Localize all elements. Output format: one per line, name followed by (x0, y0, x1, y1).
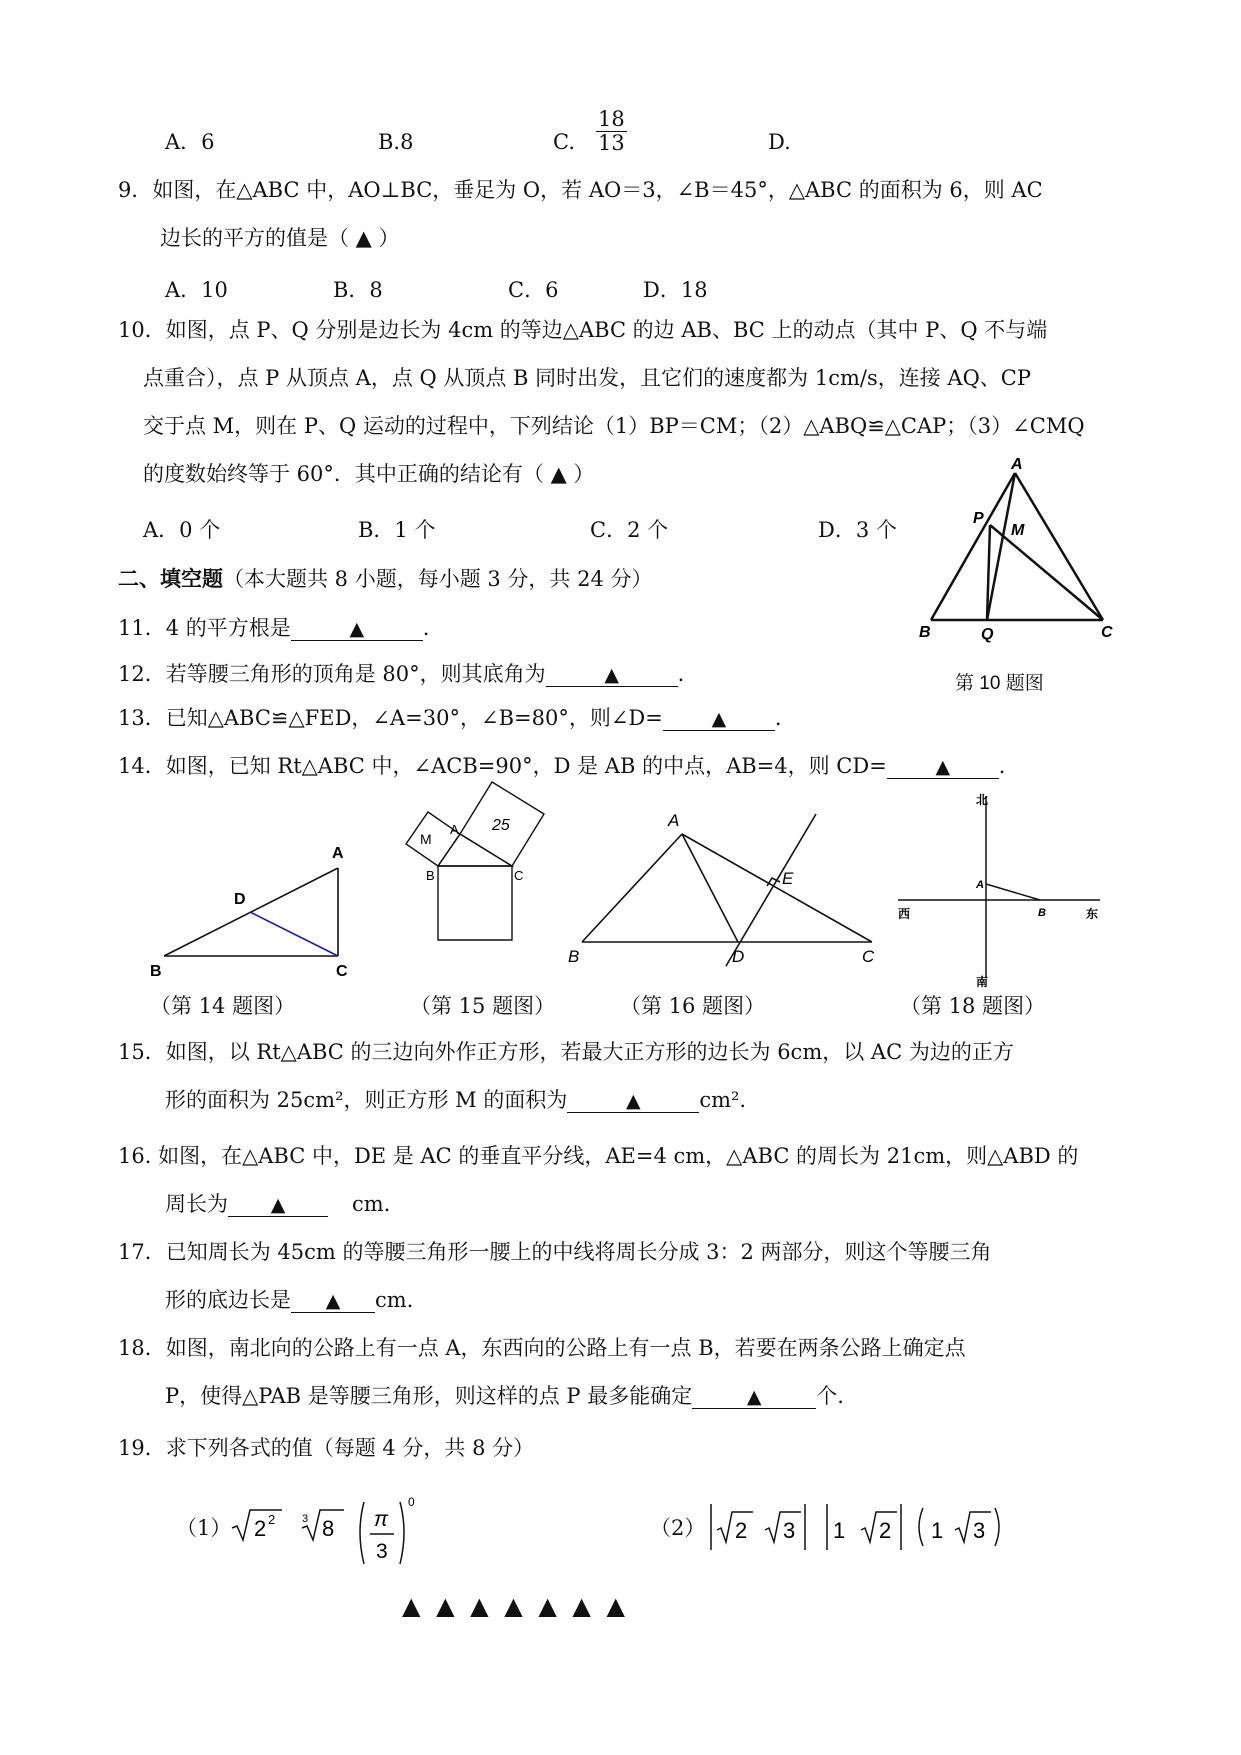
fraction-numerator: 18 (598, 107, 625, 131)
q13 (118, 706, 782, 731)
label-m: M (420, 831, 432, 847)
q14-figure-caption: （第 14 题图） (150, 994, 296, 1018)
segment-cd (250, 912, 338, 956)
q12-text: 12．若等腰三角形的顶角是 80°，则其底角为 (118, 662, 546, 686)
label-d: D (732, 947, 745, 966)
q15-line2 (165, 1088, 746, 1113)
q17-text: 形的底边长是 (165, 1288, 291, 1312)
label-c: C (1101, 624, 1113, 641)
q16-answer-blank[interactable]: ▲ (228, 1194, 328, 1217)
q19-part1-expression (226, 1492, 426, 1574)
q18-line1: 18．如图，南北向的公路上有一点 A，东西向的公路上有一点 B，若要在两条公路上确定点 (118, 1336, 966, 1360)
q8-option-a: A．6 (165, 130, 215, 154)
q18-figure (890, 788, 1120, 988)
label-q: Q (981, 626, 994, 643)
q13-suffix: . (774, 706, 782, 730)
q9-option-b: B．8 (333, 278, 383, 302)
q10-option-a: A．0 个 (143, 518, 221, 542)
radicand-3b: 3 (973, 1518, 986, 1543)
q15-answer-blank[interactable]: ▲ (567, 1090, 699, 1113)
q12-answer-blank[interactable]: ▲ (546, 664, 678, 687)
q10-figure-caption: 第 10 题图 (955, 673, 1044, 694)
q8-option-b: B.8 (378, 130, 414, 154)
q10-line4: 的度数始终等于 60°．其中正确的结论有（ ▲ ） (143, 462, 595, 486)
q18-line2 (165, 1384, 844, 1409)
q19-part1-label: （1） (176, 1516, 232, 1540)
end-marker-triangles: ▲ ▲ ▲ ▲ ▲ ▲ ▲ (402, 1592, 629, 1620)
label-c: C (336, 963, 348, 978)
zero-exponent: 0 (408, 1495, 415, 1509)
q14-suffix: . (998, 754, 1006, 778)
q14-answer-blank[interactable]: ▲ (887, 756, 999, 779)
label-m: M (1011, 522, 1025, 539)
q13-answer-blank[interactable]: ▲ (663, 708, 775, 731)
label-a: A (976, 879, 984, 891)
q15-figure (400, 778, 570, 978)
q14 (118, 754, 1005, 779)
exponent: 2 (268, 1512, 276, 1527)
perpendicular-bisector (726, 814, 816, 966)
q10-line3: 交于点 M，则在 P、Q 运动的过程中，下列结论（1）BP＝CM；（2）△ABQ≌△CAP；（3）∠CMQ (143, 414, 1085, 438)
q19-part2-label: （2） (650, 1516, 706, 1540)
q18-suffix: 个. (816, 1384, 844, 1408)
q9-line2: 边长的平方的值是（ ▲ ） (160, 226, 400, 250)
label-area: 25 (492, 817, 510, 834)
side-ab (582, 834, 682, 942)
label-east: 东 (1086, 907, 1099, 921)
q11-answer-blank[interactable]: ▲ (291, 618, 423, 641)
q19-part2-expression (705, 1498, 1005, 1558)
left-paren (360, 1502, 364, 1564)
label-c: C (862, 947, 875, 966)
q16-figure-caption: （第 16 题图） (620, 994, 766, 1018)
q15-suffix: cm². (699, 1088, 747, 1112)
segment-ab (986, 884, 1040, 900)
q8-option-c: C. (553, 130, 575, 154)
radicand-2b: 2 (879, 1518, 892, 1543)
q17-answer-blank[interactable]: ▲ (291, 1290, 375, 1313)
q18-figure-caption: （第 18 题图） (900, 994, 1046, 1018)
label-a: A (668, 811, 680, 830)
q10-line1: 10．如图，点 P、Q 分别是边长为 4cm 的等边△ABC 的边 AB、BC 上的动点（其中 P、Q 不与端 (118, 318, 1048, 342)
one-b: 1 (931, 1518, 944, 1543)
label-a: A (1011, 456, 1023, 473)
q15-figure-caption: （第 15 题图） (410, 994, 556, 1018)
label-b: B (426, 868, 435, 883)
q14-text: 14．如图，已知 Rt△ABC 中，∠ACB=90°，D 是 AB 的中点，AB=4，则 CD= (118, 754, 887, 778)
label-b: B (919, 624, 931, 641)
label-north: 北 (976, 793, 989, 807)
right-paren (995, 1508, 999, 1546)
right-paren (400, 1502, 404, 1564)
fraction-denominator: 13 (598, 131, 625, 156)
label-west: 西 (898, 907, 911, 921)
q9-option-a: A．10 (165, 278, 228, 302)
square-bc (438, 866, 512, 940)
q12-suffix: . (677, 662, 685, 686)
q11-text: 11．4 的平方根是 (118, 616, 291, 640)
q18-answer-blank[interactable]: ▲ (692, 1386, 816, 1409)
q19-title: 19．求下列各式的值（每题 4 分，共 8 分） (118, 1436, 535, 1460)
label-b: B (150, 963, 162, 978)
label-d: D (234, 891, 246, 908)
q11 (118, 616, 429, 641)
section2-heading (118, 566, 653, 592)
label-b: B (568, 947, 580, 966)
q17-suffix: cm. (375, 1288, 414, 1312)
label-e: E (782, 869, 794, 888)
q9-option-d: D．18 (643, 278, 708, 302)
label-c: C (514, 868, 524, 883)
radicand-2: 2 (735, 1518, 748, 1543)
side-ac (1015, 473, 1103, 620)
q8-option-d: D. (768, 130, 791, 154)
segment-cp (990, 525, 1103, 620)
q13-text: 13．已知△ABC≌△FED，∠A=30°，∠B=80°，则∠D= (118, 706, 663, 730)
radicand: 2 (254, 1516, 267, 1541)
q10-option-c: C．2 个 (590, 518, 669, 542)
q14-figure (140, 838, 380, 978)
left-paren (919, 1508, 923, 1546)
label-south: 南 (976, 975, 989, 988)
pi-symbol: π (374, 1508, 389, 1531)
cube-index: 3 (302, 1513, 309, 1525)
q15-text: 形的面积为 25cm²，则正方形 M 的面积为 (165, 1088, 568, 1112)
one: 1 (833, 1518, 846, 1543)
q9-line1: 9．如图，在△ABC 中，AO⊥BC，垂足为 O，若 AO＝3，∠B＝45°，△ABC 的面积为 6，则 AC (118, 178, 1043, 202)
cube-radicand: 8 (322, 1516, 335, 1541)
denominator-three: 3 (376, 1540, 388, 1563)
label-a: A (450, 822, 459, 837)
q17-line1: 17．已知周长为 45cm 的等腰三角形一腰上的中线将周长分成 3：2 两部分，则这个等腰三角 (118, 1240, 992, 1264)
q17-line2 (165, 1288, 413, 1313)
section2-title: 二、填空题 (118, 566, 223, 591)
q10-option-b: B．1 个 (358, 518, 436, 542)
q9-option-c: C．6 (508, 278, 559, 302)
section2-note: （本大题共 8 小题，每小题 3 分，共 24 分） (223, 567, 653, 591)
q16-suffix: cm. (352, 1192, 391, 1216)
label-p: P (973, 510, 984, 527)
side-ab (931, 473, 1015, 620)
label-a: A (332, 845, 344, 862)
radicand-3: 3 (783, 1518, 796, 1543)
q10-figure (915, 455, 1125, 645)
q18-text: P，使得△PAB 是等腰三角形，则这样的点 P 最多能确定 (165, 1384, 693, 1408)
q10-line2: 点重合），点 P 从顶点 A，点 Q 从顶点 B 同时出发，且它们的速度都为 1cm/s，连接 AQ、CP (143, 366, 1031, 390)
q16-text: 周长为 (165, 1192, 228, 1216)
q15-line1: 15．如图，以 Rt△ABC 的三边向外作正方形，若最大正方形的边长为 6cm，以 AC 为边的正方 (118, 1040, 1014, 1064)
q8-option-c-fraction (596, 108, 627, 155)
q12 (118, 662, 684, 687)
q10-option-d: D．3 个 (818, 518, 897, 542)
q16-figure (560, 800, 880, 970)
square-m (406, 812, 460, 866)
q11-suffix: . (422, 616, 430, 640)
q16-line1: 16. 如图，在△ABC 中，DE 是 AC 的垂直平分线，AE=4 cm，△ABC 的周长为 21cm，则△ABD 的 (118, 1144, 1079, 1168)
label-b: B (1038, 907, 1046, 919)
q16-line2 (165, 1192, 390, 1217)
